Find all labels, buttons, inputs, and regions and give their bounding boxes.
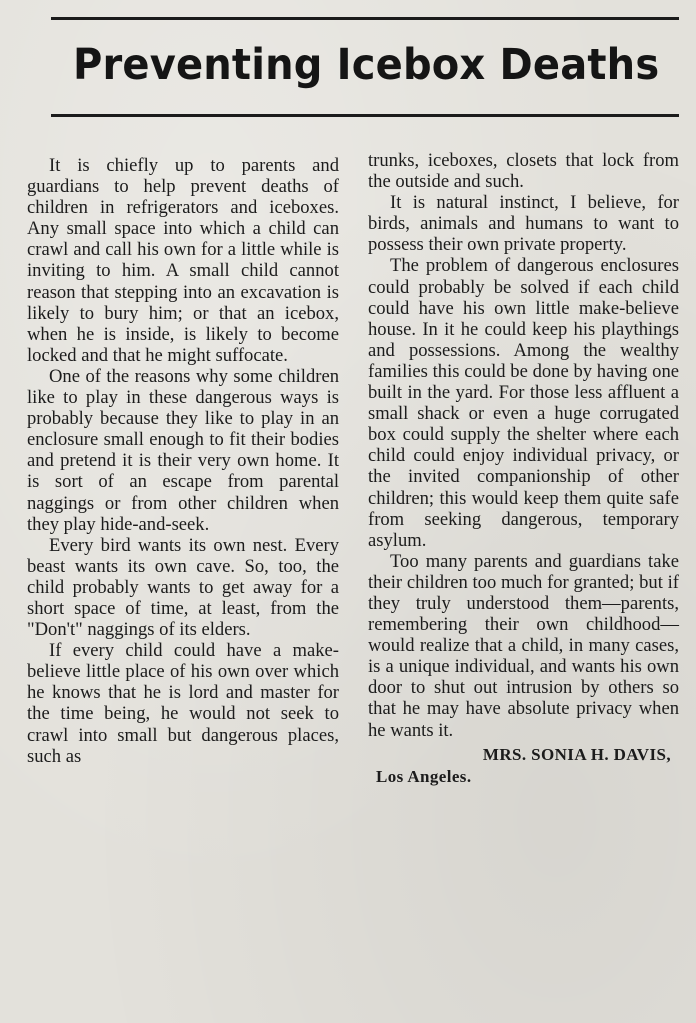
- headline: Preventing Icebox Deaths: [72, 40, 660, 90]
- left-column: [27, 155, 339, 767]
- paragraph: If every child could have a make-believe little place of his own over which he knows that he is lord and master for the time being, he would not seek to crawl into small but dangerous places, such as: [27, 640, 339, 767]
- paragraph: One of the reasons why some children like to play in these dangerous ways is probably because they like to play in an enclosure small enough to fit their bodies and pretend it is their very own home. It is sort of an escape from parental naggings or from other children when they play hide-and-seek.: [27, 365, 339, 535]
- right-column: [368, 150, 679, 788]
- paragraph-continuation: trunks, iceboxes, closets that lock from the outside and such.: [368, 150, 679, 193]
- signature-name: MRS. SONIA H. DAVIS,: [482, 744, 671, 764]
- paragraph: The problem of dangerous enclosures could probably be solved if each child could have his own little make-believe house. In it he could keep his playthings and possessions. Among the wealthy families this could be done by having one built in the yard. For those less affluent a small shack or even a huge corrugated box could supply the shelter where each child could enjoy individual privacy, or the invited companionship of other children; this would keep them quite safe from seeking dangerous, temporary asylum.: [368, 255, 679, 551]
- signature-city: Los Angeles.: [376, 766, 472, 786]
- top-rule: [51, 17, 679, 20]
- bottom-rule: [51, 114, 679, 117]
- signature: [368, 744, 679, 788]
- paragraph: Too many parents and guardians take their children too much for granted; but if they truly understood them—parents, remembering their own childhood—would realize that a child, in many cases, is a unique individual, and wants his own door to shut out intrusion by others so that he may have absolute privacy when he wants it.: [368, 550, 679, 741]
- paragraph: Every bird wants its own nest. Every beast wants its own cave. So, too, the child probably wants to get away for a short space of time, at least, from the "Don't" naggings of its elders.: [27, 534, 339, 641]
- paragraph: It is chiefly up to parents and guardians to help prevent deaths of children in refrigerators and iceboxes. Any small space into which a child can crawl and call his own for a little while is inviting to him. A small child cannot reason that stepping into an excavation is likely to bury him; or that an icebox, when he is inside, is likely to become locked and that he might suffocate.: [27, 155, 339, 366]
- paragraph: It is natural instinct, I believe, for birds, animals and humans to want to possess their own private property.: [368, 192, 679, 256]
